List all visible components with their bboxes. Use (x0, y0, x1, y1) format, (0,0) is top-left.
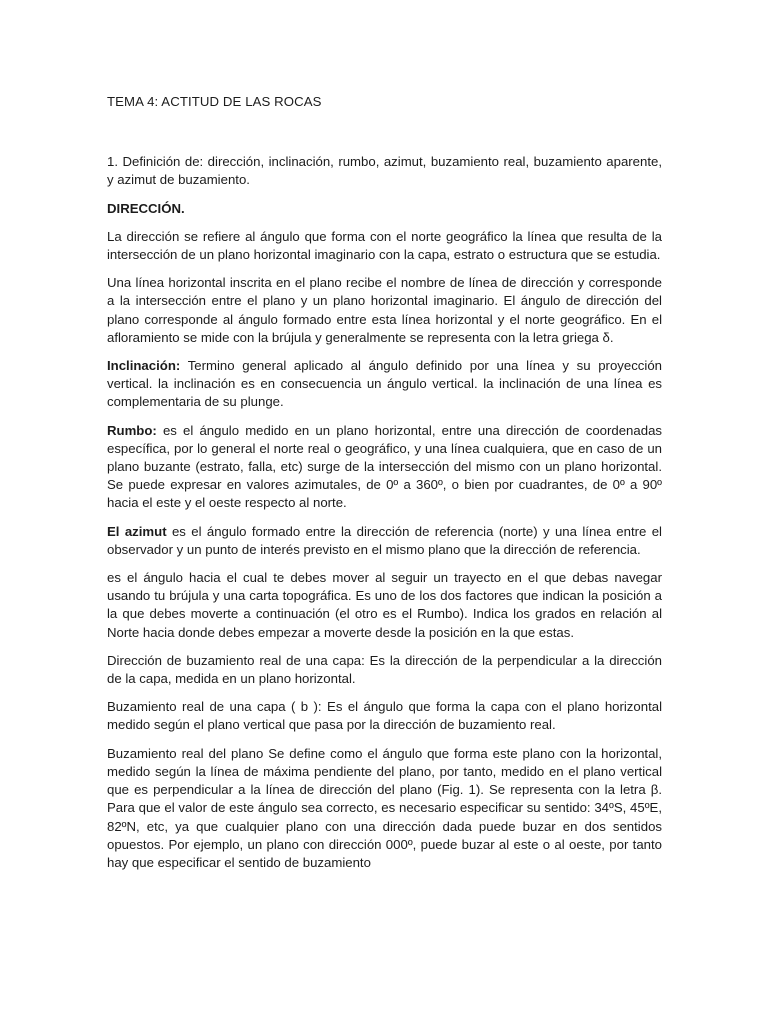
direccion-paragraph-1: La dirección se refiere al ángulo que forma con el norte geográfico la línea que resulta de la intersección de un plano horizontal imaginario con la capa, estrato o estructura que se estudia. (107, 228, 662, 263)
angulo-paragraph: es el ángulo hacia el cual te debes mover al seguir un trayecto en el que debas navegar usando tu brújula y una carta topográfica. Es uno de los dos factores que indican la posición a la que debes moverte a continuación (el otro es el Rumbo). Indica los grados en relación al Norte hacia donde debes empezar a moverte desde la posición en la que estas. (107, 570, 662, 640)
azimut-term: El azimut (107, 523, 167, 539)
direccion-paragraph-2: Una línea horizontal inscrita en el plano recibe el nombre de línea de dirección y corresponde a la intersección entre el plano y un plano horizontal imaginario. El ángulo de dirección del plano corresponde al ángulo formado entre esta línea horizontal y el norte geográfico. En el afloramiento se mide con la brújula y generalmente se representa con la letra griega δ. (107, 275, 662, 345)
section-heading-direccion: DIRECCIÓN. (107, 200, 185, 216)
azimut-text: es el ángulo formado entre la dirección de referencia (norte) y una línea entre el observador y un punto de interés previsto en el mismo plano que la dirección de referencia. (107, 523, 662, 557)
azimut-paragraph (107, 523, 662, 559)
rumbo-text: es el ángulo medido en un plano horizontal, entre una dirección de coordenadas específica, por lo general el norte real o geográfico, y una línea cualquiera, que en caso de un plano buzante (estrato, falla, etc) surge de la intersección del mismo con un plano horizontal. Se puede expresar en valores azimutales, de 0º a 360º, o bien por cuadrantes, de 0º a 90º hacia el este y el oeste respecto al norte. (107, 422, 662, 511)
inclinacion-term: Inclinación: (107, 358, 181, 374)
inclinacion-paragraph (107, 357, 662, 412)
document-page (107, 93, 662, 882)
inclinacion-text: Termino general aplicado al ángulo definido por una línea y su proyección vertical. la inclinación es en consecuencia un ángulo vertical. la inclinación de una línea es complementaria de su plunge. (107, 358, 662, 410)
buzamiento-plano-paragraph: Buzamiento real del plano Se define como el ángulo que forma este plano con la horizontal, medido según la línea de máxima pendiente del plano, por tanto, medido en el plano vertical que es perpendicular a la línea de dirección del plano (Fig. 1). Se representa con la letra β. Para que el valor de este ángulo sea correcto, es necesario especificar su sentido: 34ºS, 45ºE, 82ºN, etc, ya que cualquier plano con una dirección dada puede buzar en dos sentidos opuestos. Por ejemplo, un plano con dirección 000º, puede buzar al este o al oeste, por tanto hay que especificar el sentido de buzamiento (107, 745, 662, 870)
intro-paragraph: 1. Definición de: dirección, inclinación, rumbo, azimut, buzamiento real, buzamiento aparente, y azimut de buzamiento. (107, 154, 662, 188)
rumbo-paragraph (107, 422, 662, 513)
direccion-buzamiento-paragraph: Dirección de buzamiento real de una capa: Es la dirección de la perpendicular a la dirección de la capa, medida en un plano horizontal. (107, 652, 662, 687)
buzamiento-capa-paragraph: Buzamiento real de una capa ( b ): Es el ángulo que forma la capa con el plano horizontal medido según el plano vertical que pasa por la dirección de buzamiento real. (107, 699, 662, 733)
rumbo-term: Rumbo: (107, 422, 157, 438)
document-title: TEMA 4: ACTITUD DE LAS ROCAS (107, 94, 322, 109)
